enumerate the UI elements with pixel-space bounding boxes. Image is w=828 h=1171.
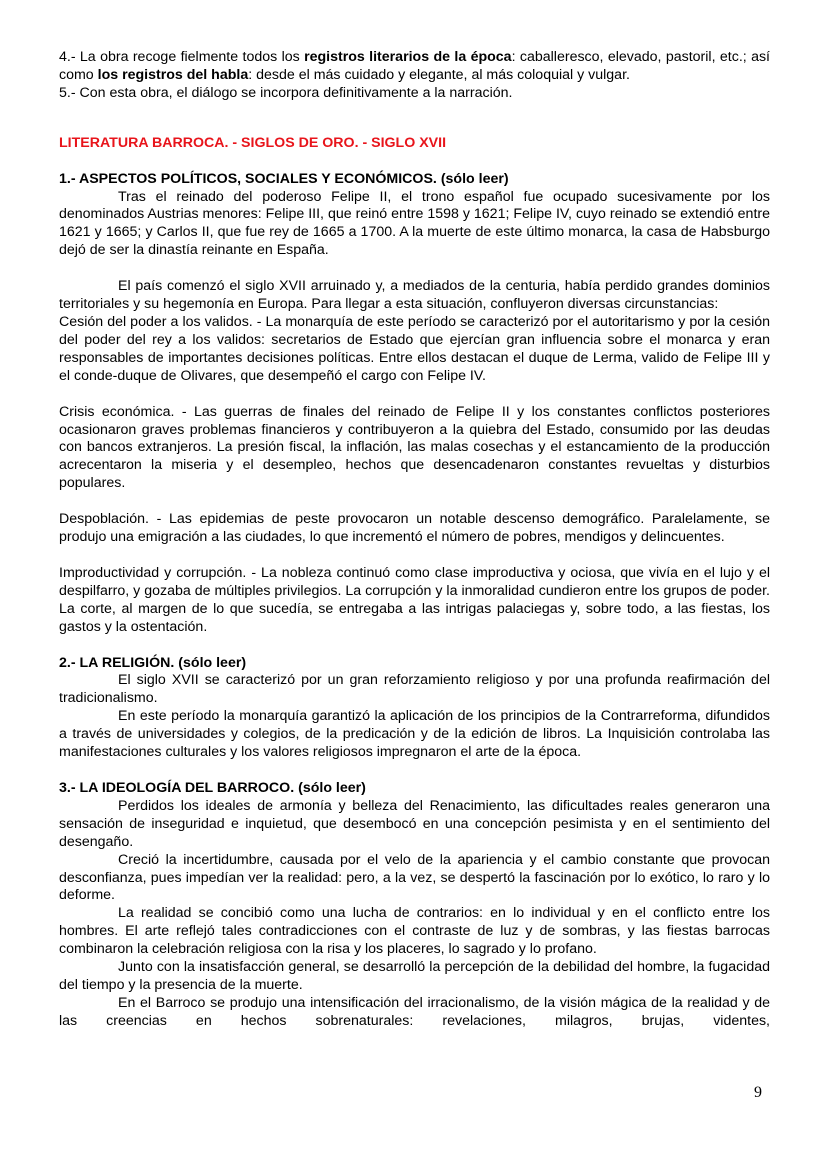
section-2-paragraph-2: En este período la monarquía garantizó la aplicación de los principios de la Contrarreforma, difundidos a través de universidades y colegios, de la predicación y de la edición de libros. La Inquisición controlaba las manifestaciones culturales y los valores religiosos impregnaron el arte de la época. [59, 708, 770, 761]
section-1-paragraph-4: Crisis económica. - Las guerras de finales del reinado de Felipe II y los constantes conflictos posteriores ocasionaron graves problemas financieros y contribuyeron a la quiebra del Estado, consumido por las deudas con bancos extranjeros. La presión fiscal, la inflación, las malas cosechas y el estancamiento de la producción acrecentaron la miseria y el desempleo, hechos que desencadenaron constantes revueltas y disturbios populares. [59, 403, 770, 492]
section-3-paragraph-3: La realidad se concibió como una lucha de contrarios: en lo individual y en el conflicto entre los hombres. El arte reflejó tales contradicciones con el contraste de luz y de sombras, y las fiestas barrocas combinaron la celebración religiosa con la risa y los placeres, lo sagrado y lo profano. [59, 905, 770, 958]
section-3-paragraph-5: En el Barroco se produjo una intensificación del irracionalismo, de la visión mágica de la realidad y de las creencias en hechos sobrenaturales: revelaciones, milagros, brujas, videntes, [59, 994, 770, 1029]
item4-bold-phrase-2: los registros del habla [97, 66, 249, 83]
list-item-4 [59, 49, 770, 85]
section-title: LITERATURA BARROCA. - SIGLOS DE ORO. - SIGLO XVII [59, 134, 447, 151]
section-3-heading: 3.- LA IDEOLOGÍA DEL BARROCO. (sólo leer) [59, 780, 366, 796]
section-2-heading: 2.- LA RELIGIÓN. (sólo leer) [59, 654, 247, 671]
section-3-paragraph-2: Creció la incertidumbre, causada por el velo de la apariencia y el cambio constante que provocan desconfianza, pues impedían ver la realidad: pero, a la vez, se despertó la fascinación por lo exótico, lo raro y lo deforme. [59, 851, 770, 904]
item4-text-end: : desde el más cuidado y elegante, al más coloquial y vulgar. [248, 66, 630, 83]
section-1-paragraph-3: Cesión del poder a los validos. - La monarquía de este período se caracterizó por el autoritarismo y por la cesión del poder del rey a los validos: secretarios de Estado que ejercían gran influencia sobre el monarca y eran responsables de importantes decisiones políticas. Entre ellos destacan el duque de Lerma, valido de Felipe III y el conde-duque de Olivares, que desempeñó el cargo con Felipe IV. [59, 313, 770, 384]
section-3-paragraph-1: Perdidos los ideales de armonía y belleza del Renacimiento, las dificultades reales generaron una sensación de inseguridad e inquietud, que desembocó en una concepción pesimista y en el sentimiento del desengaño. [59, 797, 770, 850]
section-3-paragraph-4: Junto con la insatisfacción general, se desarrolló la percepción de la debilidad del hombre, la fugacidad del tiempo y la presencia de la muerte. [59, 959, 770, 993]
section-1-paragraph-5: Despoblación. - Las epidemias de peste provocaron un notable descenso demográfico. Paralelamente, se produjo una emigración a las ciudades, lo que incrementó el número de pobres, mendigos y delincuentes. [59, 511, 770, 546]
item4-text-mid: : caballeresco, elevado, pastoril, etc.; así como [59, 49, 770, 83]
section-1-paragraph-1: Tras el reinado del poderoso Felipe II, el trono español fue ocupado sucesivamente por los denominados Austrias menores: Felipe III, que reinó entre 1598 y 1621; Felipe IV, cuyo reinado se extendió entre 1621 y 1665; y Carlos II, que fue rey de 1665 a 1700. A la muerte de este último monarca, la casa de Habsburgo dejó de ser la dinastía reinante en España. [59, 188, 770, 259]
section-2-paragraph-1: El siglo XVII se caracterizó por un gran reforzamiento religioso y por una profunda reafirmación del tradicionalismo. [59, 672, 770, 707]
list-item-5: 5.- Con esta obra, el diálogo se incorpora definitivamente a la narración. [59, 84, 513, 101]
section-1-heading: 1.- ASPECTOS POLÍTICOS, SOCIALES Y ECONÓMICOS. (sólo leer) [59, 170, 509, 187]
item4-bold-phrase: registros literarios de la época [304, 49, 512, 65]
section-1-paragraph-6: Improductividad y corrupción. - La nobleza continuó como clase improductiva y ociosa, que vivía en el lujo y el despilfarro, y gozaba de múltiples privilegios. La corrupción y la inmoralidad cundieron entre los grupos de poder. La corte, al margen de lo que sucedía, se entregaba a las intrigas palaciegas y, sobre todo, a las fiestas, los gastos y la ostentación. [59, 564, 770, 635]
page-number: 9 [754, 1084, 762, 1101]
section-1-paragraph-2: El país comenzó el siglo XVII arruinado y, a mediados de la centuria, había perdido grandes dominios territoriales y su hegemonía en Europa. Para llegar a esta situación, confluyeron diversas circunstancias: [59, 278, 770, 313]
item4-text: 4.- La obra recoge fielmente todos los [59, 49, 305, 65]
document-page [59, 49, 770, 1031]
